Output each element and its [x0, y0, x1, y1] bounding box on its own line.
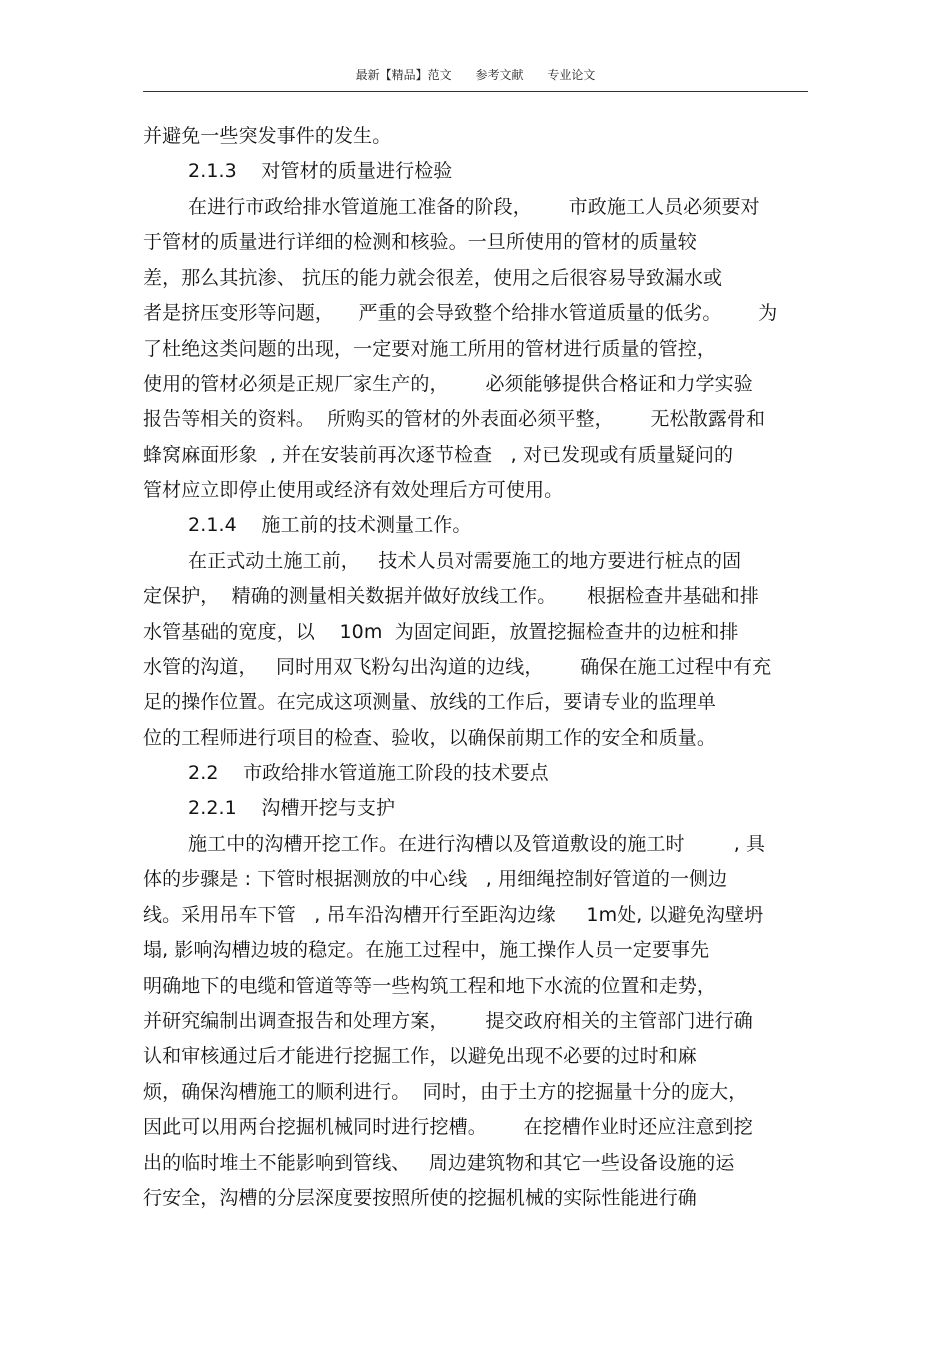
section-heading-2-1-3: 2.1.3 对管材的质量进行检验	[188, 160, 453, 182]
section-heading-2-2-1: 2.2.1 沟槽开挖与支护	[188, 797, 396, 819]
text-line: 烦，确保沟槽施工的顺利进行。 同时，由于土方的挖掘量十分的庞大，	[143, 1081, 748, 1103]
text-line: 管材应立即停止使用或经济有效处理后方可使用。	[143, 479, 564, 501]
header-item: 参考文献	[475, 68, 524, 82]
text-line: 并避免一些突发事件的发生。	[143, 125, 392, 147]
header-rule	[143, 91, 808, 92]
text-line: 行安全，沟槽的分层深度要按照所使的挖掘机械的实际性能进行确	[143, 1187, 697, 1209]
text-line: 报告等相关的资料。 所购买的管材的外表面必须平整， 无松散露骨和	[143, 408, 766, 430]
text-line: 定保护， 精确的测量相关数据并做好放线工作。 根据检查井基础和排	[143, 585, 759, 607]
text-line: 出的临时堆土不能影响到管线、 周边建筑物和其它一些设备设施的运	[143, 1152, 735, 1174]
text-line: 差，那么其抗渗、 抗压的能力就会很差，使用之后很容易导致漏水或	[143, 267, 723, 289]
section-heading-2-2: 2.2 市政给排水管道施工阶段的技术要点	[188, 762, 549, 784]
text-line: 蜂窝麻面形象 , 并在安装前再次逐节检查 , 对已发现或有质量疑问的	[143, 444, 734, 466]
text-line: 足的操作位置。在完成这项测量、放线的工作后，要请专业的监理单	[143, 691, 717, 713]
text-line: 体的步骤是 : 下管时根据测放的中心线 , 用细绳控制好管道的一侧边	[143, 868, 728, 890]
text-line: 水管基础的宽度，以 10m 为固定间距，放置挖掘检查井的边桩和排	[143, 621, 739, 643]
header-item: 专业论文	[547, 68, 596, 82]
text-line: 认和审核通过后才能进行挖掘工作，以避免出现不必要的过时和麻	[143, 1045, 697, 1067]
text-line: 并研究编制出调查报告和处理方案， 提交政府相关的主管部门进行确	[143, 1010, 753, 1032]
text-line: 于管材的质量进行详细的检测和核验。一旦所使用的管材的质量较	[143, 231, 697, 253]
page-header	[143, 66, 808, 88]
text-line: 使用的管材必须是正规厂家生产的， 必须能够提供合格证和力学实验	[143, 373, 753, 395]
text-line: 因此可以用两台挖掘机械同时进行挖槽。 在挖槽作业时还应注意到挖	[143, 1116, 753, 1138]
header-item: 最新【精品】范文	[355, 68, 452, 82]
section-heading-2-1-4: 2.1.4 施工前的技术测量工作。	[188, 514, 472, 536]
text-line: 施工中的沟槽开挖工作。在进行沟槽以及管道敷设的施工时 , 具	[188, 833, 766, 855]
text-line: 塌, 影响沟槽边坡的稳定。在施工过程中，施工操作人员一定要事先	[143, 939, 710, 961]
text-line: 在进行市政给排水管道施工准备的阶段， 市政施工人员必须要对	[188, 196, 760, 218]
text-line: 在正式动土施工前， 技术人员对需要施工的地方要进行桩点的固	[188, 550, 742, 572]
text-line: 了杜绝这类问题的出现，一定要对施工所用的管材进行质量的管控，	[143, 338, 717, 360]
text-line: 明确地下的电缆和管道等等一些构筑工程和地下水流的位置和走势，	[143, 975, 717, 997]
text-line: 线。采用吊车下管 , 吊车沿沟槽开行至距沟边缘 1m处, 以避免沟壁坍	[143, 904, 764, 926]
text-line: 水管的沟道， 同时用双飞粉勾出沟道的边线， 确保在施工过程中有充	[143, 656, 772, 678]
text-line: 者是挤压变形等问题， 严重的会导致整个给排水管道质量的低劣。 为	[143, 302, 778, 324]
text-line: 位的工程师进行项目的检查、验收，以确保前期工作的安全和质量。	[143, 727, 717, 749]
